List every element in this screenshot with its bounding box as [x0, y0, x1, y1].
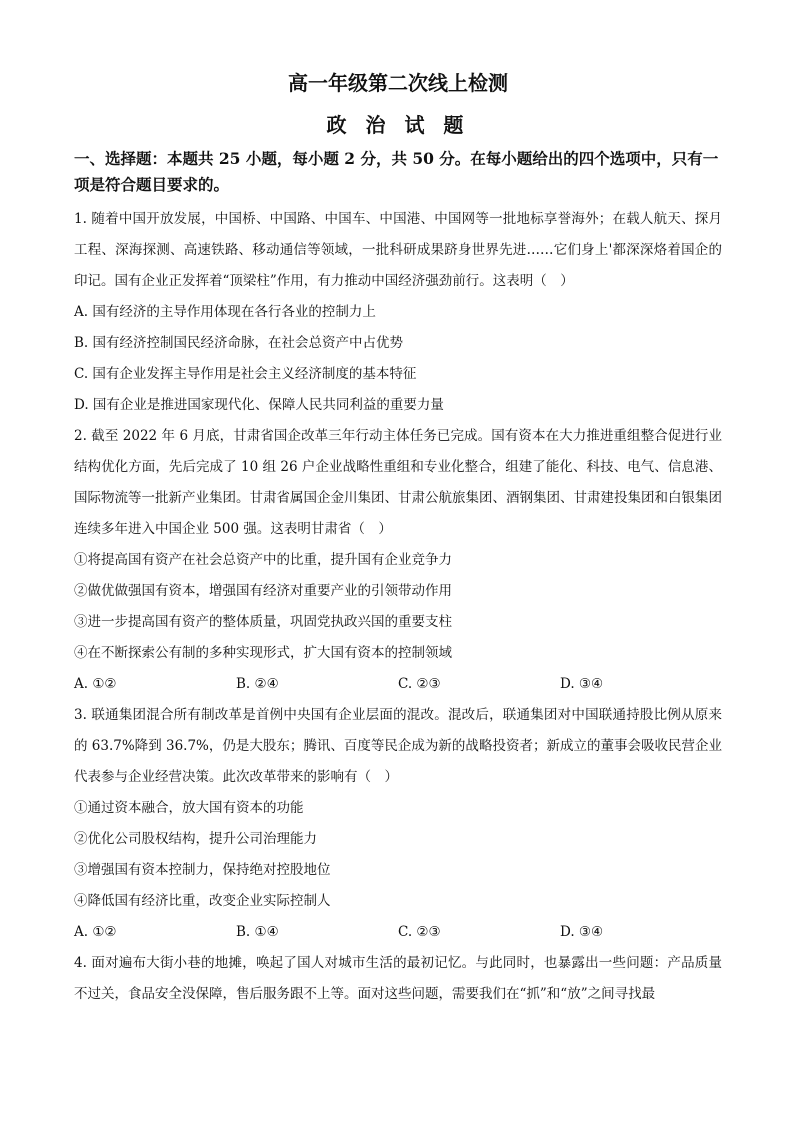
- question-3-option-a: A. ①②: [74, 924, 117, 940]
- question-3-stem: 3. 联通集团混合所有制改革是首例中央国有企业层面的混改。混改后，联通集团对中国联通持股比例从原来的 63.7%降到 36.7%，仍是大股东；腾讯、百度等民企成为新的战略投资者；新成立的董事会吸收民营企业代表参与企业经营决策。此次改革带来的影响有（ ）: [74, 707, 722, 785]
- question-2-statement-2: ②做优做强国有资本，增强国有经济对重要产业的引领带动作用: [74, 583, 452, 599]
- page-title: 高一年级第二次线上检测: [288, 71, 508, 95]
- question-3-options: [74, 917, 722, 948]
- question-3-statement-2: ②优化公司股权结构，提升公司治理能力: [74, 831, 317, 847]
- question-2-option-d: D. ③④: [560, 676, 604, 692]
- section-heading: 一、选择题：本题共 25 小题，每小题 2 分，共 50 分。在每小题给出的四个选项中，只有一项是符合题目要求的。: [74, 149, 719, 194]
- question-2-statement-4: ④在不断探索公有制的多种实现形式，扩大国有资本的控制领域: [74, 645, 452, 661]
- question-2-option-a: A. ①②: [74, 676, 117, 692]
- question-3-option-d: D. ③④: [560, 924, 604, 940]
- question-2-stem: 2. 截至 2022 年 6 月底，甘肃省国企改革三年行动主体任务已完成。国有资本在大力推进重组整合促进行业结构优化方面，先后完成了 10 组 26 户企业战略性重组和专业化整合，组建了能化、科技、电气、信息港、国际物流等一批新产业集团。甘肃省属国企金川集团、甘肃公航旅集团、酒钢集团、甘肃建投集团和白银集团连续多年进入中国企业 500 强。这表明甘肃省（ ）: [74, 428, 722, 537]
- question-3-statement-4: ④降低国有经济比重，改变企业实际控制人: [74, 893, 331, 909]
- question-2-options: [74, 669, 722, 700]
- question-3-option-c: C. ②③: [398, 924, 441, 940]
- exam-page: [74, 68, 722, 1010]
- question-1-option-c: C. 国有企业发挥主导作用是社会主义经济制度的基本特征: [74, 366, 417, 382]
- question-2-option-b: B. ②④: [236, 676, 279, 692]
- question-3-option-b: B. ①④: [236, 924, 279, 940]
- question-1-option-d: D. 国有企业是推进国家现代化、保障人民共同利益的重要力量: [74, 397, 444, 413]
- question-1-option-a: A. 国有经济的主导作用体现在各行各业的控制力上: [74, 304, 376, 320]
- question-2-option-c: C. ②③: [398, 676, 441, 692]
- question-2-statement-1: ①将提高国有资产在社会总资产中的比重，提升国有企业竞争力: [74, 552, 452, 568]
- page-subtitle: 政 治 试 题: [326, 113, 470, 137]
- question-1-stem: 1. 随着中国开放发展，中国桥、中国路、中国车、中国港、中国网等一批地标享誉海外；在载人航天、探月工程、深海探测、高速铁路、移动通信等领域，一批科研成果跻身世界先进……它们身上'都深深烙着国企的印记。国有企业正发挥着“顶梁柱”作用，有力推动中国经济强劲前行。这表明（ ）: [74, 211, 722, 289]
- question-4-stem: 4. 面对遍布大街小巷的地摊，唤起了国人对城市生活的最初记忆。与此同时，也暴露出一些问题：产品质量不过关，食品安全没保障，售后服务跟不上等。面对这些问题，需要我们在“抓”和“放”之间寻找最: [74, 955, 722, 1002]
- question-2-statement-3: ③进一步提高国有资产的整体质量，巩固党执政兴国的重要支柱: [74, 614, 452, 630]
- question-1-option-b: B. 国有经济控制国民经济命脉，在社会总资产中占优势: [74, 335, 404, 351]
- question-3-statement-1: ①通过资本融合，放大国有资本的功能: [74, 800, 304, 816]
- question-3-statement-3: ③增强国有资本控制力，保持绝对控股地位: [74, 862, 331, 878]
